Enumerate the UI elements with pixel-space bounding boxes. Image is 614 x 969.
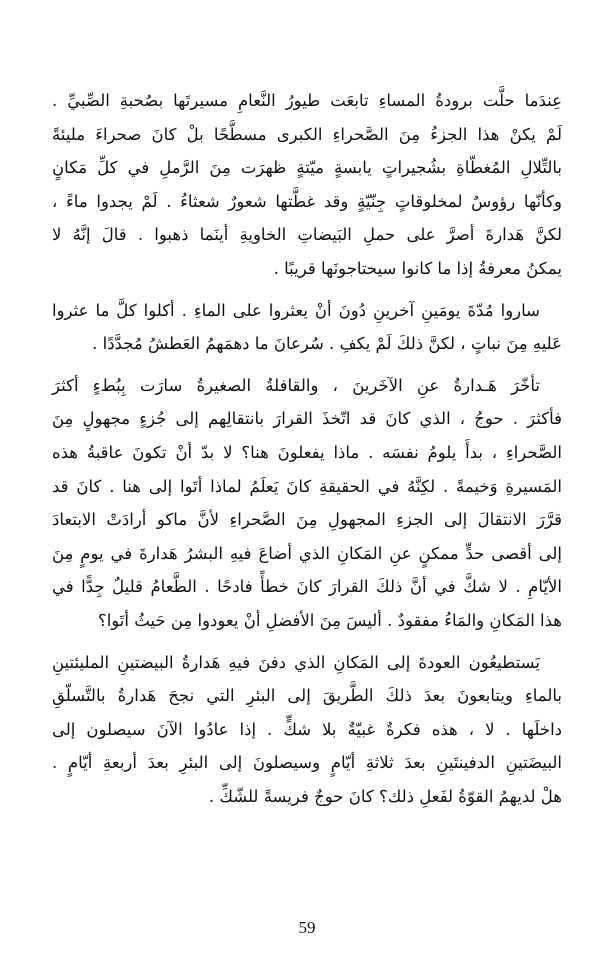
text-line: عِندَما حلَّت برودةُ المساءِ تابعَت طيورُ النَّعامِ مسيرتَها بصُحبةِ الصِّبيِّ .	[52, 91, 562, 110]
text-line: البيضَتينِ الدفينتَينِ بعدَ ثلاثةِ أيّامٍ وسيصلونَ إلى البئرِ بعدَ أربعةِ أيّامٍ .	[52, 753, 562, 773]
text-line: بالماءِ ويتابعونَ بعدَ ذلكَ الطَّريقَ إلى البئرِ التي نجحَ هَدارةُ بالتَّسلّقِ	[52, 686, 562, 706]
text-line: وكأنّها رؤوسٌ لمخلوقاتٍ جِنّيّةٍ وقد غطَّتها شعورٌ شعثاءُ . لَمْ يجدوا ماءً ،	[52, 191, 562, 211]
text-line: لَمْ يكنْ هذا الجزءُ مِنَ الصَّحراءِ الكبرى مسطَّحًا بلْ كانَ صحراءَ مليئةً	[52, 124, 562, 144]
text-line: عَليهِ مِنَ نباتٍ ، لكنَّ ذلكَ لَمْ يكفِ . سُرعانَ ما دهمَهمُ العَطشُ مُجدَّدًا .	[92, 334, 562, 354]
text-line: بالتِّلالِ المُغطّاةِ بشُجيراتٍ يابسةٍ ميّتةٍ ظهرَت مِنَ الرَّملِ في كلِّ مَكانٍ	[52, 158, 562, 178]
text-line: داخلَها . لا ، هذه فكرةٌ غبيّةٌ بلا شكٍّ . إذا عادُوا الآنَ سيصلون إلى	[52, 719, 562, 739]
text-line: إلى أقصى حدٍّ ممكنٍ عنِ المَكانِ الذي أضاعَ فيهِ البشرُ هَدارةَ في يومٍ مِنَ	[52, 543, 562, 563]
text-line: ساروا مُدّةَ يومَينِ آخرينِ دُونَ أنْ يعثروا على الماءِ . أكلوا كلَّ ما عثروا	[52, 300, 540, 320]
text-line: يمكنُ معرفةُ إذا ما كانوا سيحتاجونَها قريبًا .	[273, 258, 562, 278]
text-line: فأكثرَ . حوجُ ، الذي كانَ قد اتّخذَ القرارَ بانتقالِهم إلى جُزءٍ مجهولٍ مِنَ	[52, 409, 562, 429]
paragraph-3	[52, 369, 562, 638]
paragraph-1	[52, 84, 562, 286]
text-line: يَستطيعُون العودةَ إلى المَكانِ الذي دفنَ فيهِ هَدارةُ البيضتينِ المليئتينِ	[52, 652, 540, 672]
paragraph-2	[52, 294, 562, 361]
text-line: لكنَّ هَدارةَ أصرَّ على حملِ البَيضاتِ الخاويةِ أينَما ذهبوا . قالَ إنَّهُ لا	[52, 225, 562, 245]
text-line: هذا المَكانِ والمَاءُ مفقودٌ . أليسَ مِنَ الأفضلِ أنْ يعودوا مِن حَيثُ أتَوا؟	[97, 610, 562, 630]
text-line: المَسيرةِ وَخيمةً . لكِنَّهُ في الحقيقةِ كانَ يَعلَمُ لماذا أتَوا إلى هنا . كانَ قد	[52, 476, 563, 496]
text-line: الصَّحراءِ ، بدأَ يلومُ نفسَه . ماذا يفعلونَ هنا؟ لا بدّ أنْ تكونَ عاقبةُ هذه	[52, 442, 562, 462]
page-number: 59	[298, 918, 316, 937]
text-line: قرَّرَ الانتقالَ إلى الجزءِ المجهولِ مِنَ الصَّحراءِ لأنَّ ماكو أرادَتْ الابتعادَ	[52, 510, 562, 530]
text-line: الأيّامِ . لا شكَّ في أنَّ ذلكَ القرارَ كانَ خطأً فادحًا . الطَّعامُ قليلٌ جِدًّا في	[52, 577, 562, 597]
paragraph-4	[52, 646, 562, 814]
text-line: تأخّرَ هَـدارةُ عنِ الآخَرينَ ، والقافلةُ الصغيرةُ سارَت بِبُطءٍ أكثرَ	[52, 375, 540, 395]
page-body	[52, 84, 562, 821]
text-line: هلْ لديهمُ القوّةُ لفَعلِ ذلك؟ كانَ حوجٌ فريسةً للشّكِّ .	[208, 786, 562, 806]
